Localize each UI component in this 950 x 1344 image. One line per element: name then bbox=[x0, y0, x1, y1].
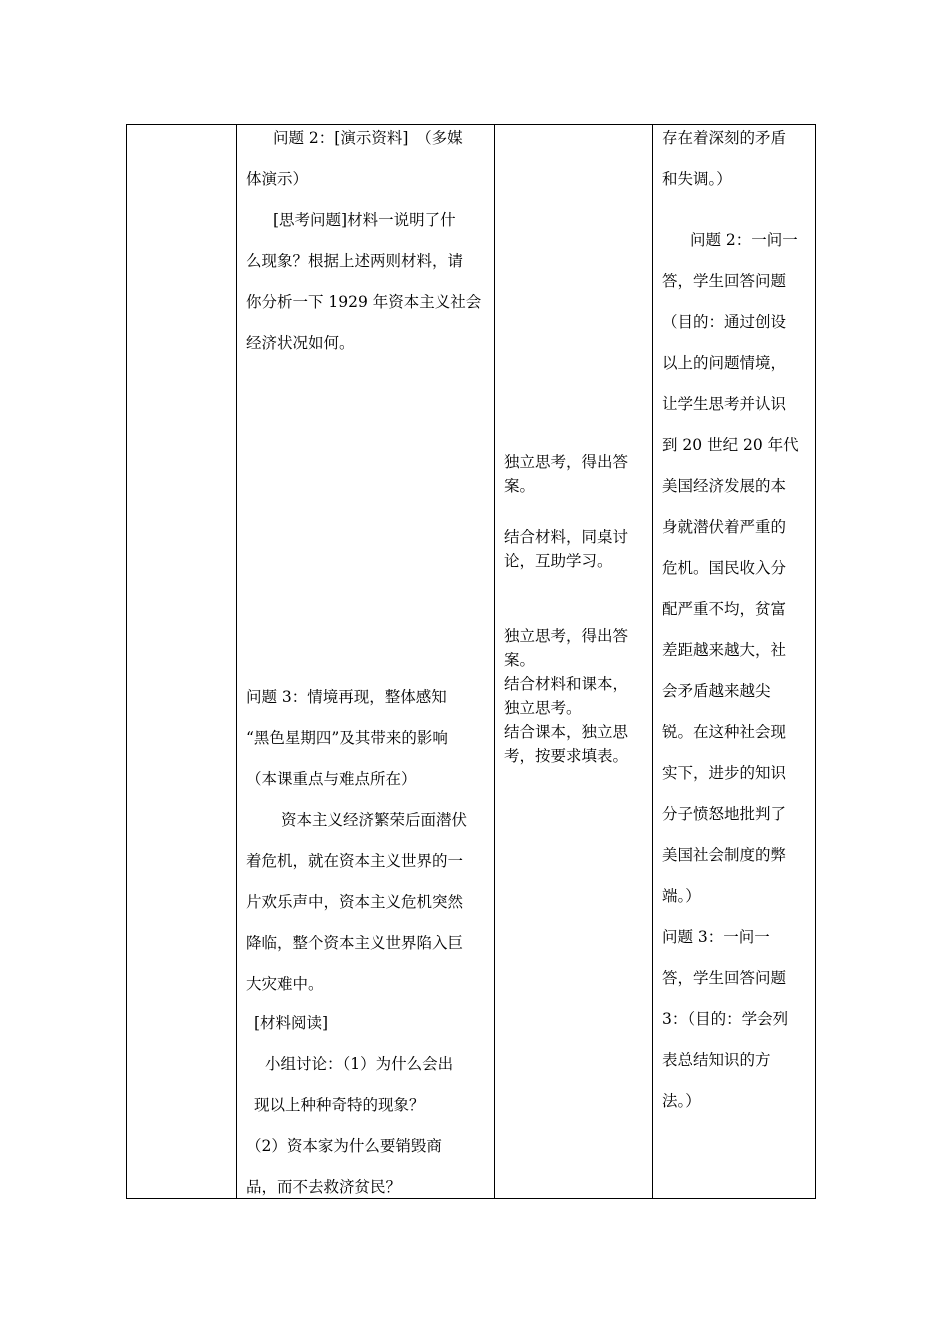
question-3-title: 问题 3：情境再现，整体感知 bbox=[246, 688, 447, 706]
design-intent-line: 锐。在这种社会现 bbox=[662, 723, 787, 741]
group-discussion-line: 现以上种种奇特的现象？ bbox=[254, 1096, 425, 1114]
question-3-line: （本课重点与难点所在） bbox=[246, 770, 417, 788]
design-intent-line: 存在着深刻的矛盾 bbox=[662, 129, 787, 147]
design-intent-line: 3：（目的：学会列 bbox=[662, 1010, 789, 1028]
design-intent-line: 美国经济发展的本 bbox=[662, 477, 787, 495]
group-discussion-line: 小组讨论：（1）为什么会出 bbox=[265, 1055, 454, 1073]
think-question-line: [思考问题]材料一说明了什 bbox=[273, 211, 456, 229]
design-intent-line: 身就潜伏着严重的 bbox=[662, 518, 787, 536]
group-discussion-line: 品，而不去救济贫民？ bbox=[246, 1178, 402, 1196]
design-intent-line: 会矛盾越来越尖 bbox=[662, 682, 771, 700]
think-question-line: 经济状况如何。 bbox=[246, 334, 355, 352]
design-intent-line: 到 20 世纪 20 年代 bbox=[662, 436, 799, 454]
lesson-table bbox=[126, 124, 816, 1199]
design-intent-line: 问题 2：一问一 bbox=[690, 231, 798, 249]
design-intent-line: 问题 3：一问一 bbox=[662, 928, 770, 946]
design-intent-line: 端。） bbox=[662, 887, 701, 905]
student-activity-line: 结合材料和课本， bbox=[504, 675, 629, 693]
paragraph-line: 降临，整个资本主义世界陷入巨 bbox=[246, 934, 464, 952]
student-activity-cell bbox=[495, 125, 652, 1198]
design-intent-line: 表总结知识的方 bbox=[662, 1051, 771, 1069]
design-intent-line: 答，学生回答问题 bbox=[662, 272, 787, 290]
design-intent-line: 让学生思考并认识 bbox=[662, 395, 787, 413]
student-activity-line: 案。 bbox=[504, 477, 536, 495]
design-intent-line: 分子愤怒地批判了 bbox=[662, 805, 787, 823]
design-intent-line: 和失调。） bbox=[662, 170, 732, 188]
design-intent-line: （目的：通过创设 bbox=[662, 313, 787, 331]
question-2-title-cont: 体演示） bbox=[246, 170, 309, 188]
student-activity-line: 独立思考，得出答 bbox=[504, 453, 629, 471]
design-intent-line: 配严重不均，贫富 bbox=[662, 600, 787, 618]
group-discussion-line: （2）资本家为什么要销毁商 bbox=[246, 1137, 442, 1155]
question-2-title: 问题 2：[演示资料] （多媒 bbox=[273, 129, 463, 147]
student-activity-line: 论，互助学习。 bbox=[504, 552, 613, 570]
student-activity-line: 案。 bbox=[504, 651, 536, 669]
design-intent-line: 答，学生回答问题 bbox=[662, 969, 787, 987]
paragraph-line: 大灾难中。 bbox=[246, 975, 324, 993]
think-question-line: 么现象？根据上述两则材料，请 bbox=[246, 252, 464, 270]
question-3-line: “黑色星期四”及其带来的影响 bbox=[246, 729, 448, 747]
think-question-line: 你分析一下 1929 年资本主义社会 bbox=[246, 293, 482, 311]
column-1-cell bbox=[127, 125, 236, 1198]
design-intent-cell bbox=[653, 125, 815, 1198]
teacher-activity-cell bbox=[237, 125, 494, 1198]
student-activity-line: 独立思考。 bbox=[504, 699, 582, 717]
paragraph-line: 着危机，就在资本主义世界的一 bbox=[246, 852, 464, 870]
paragraph-line: 片欢乐声中，资本主义危机突然 bbox=[246, 893, 464, 911]
design-intent-line: 美国社会制度的弊 bbox=[662, 846, 787, 864]
student-activity-line: 考，按要求填表。 bbox=[504, 747, 629, 765]
student-activity-line: 结合材料，同桌讨 bbox=[504, 528, 629, 546]
material-reading-label: [材料阅读] bbox=[254, 1014, 329, 1032]
design-intent-line: 以上的问题情境， bbox=[662, 354, 787, 372]
design-intent-line: 实下，进步的知识 bbox=[662, 764, 787, 782]
paragraph-line: 资本主义经济繁荣后面潜伏 bbox=[281, 811, 468, 829]
student-activity-line: 结合课本，独立思 bbox=[504, 723, 629, 741]
design-intent-line: 差距越来越大，社 bbox=[662, 641, 787, 659]
design-intent-line: 危机。国民收入分 bbox=[662, 559, 787, 577]
design-intent-line: 法。） bbox=[662, 1092, 701, 1110]
student-activity-line: 独立思考，得出答 bbox=[504, 627, 629, 645]
